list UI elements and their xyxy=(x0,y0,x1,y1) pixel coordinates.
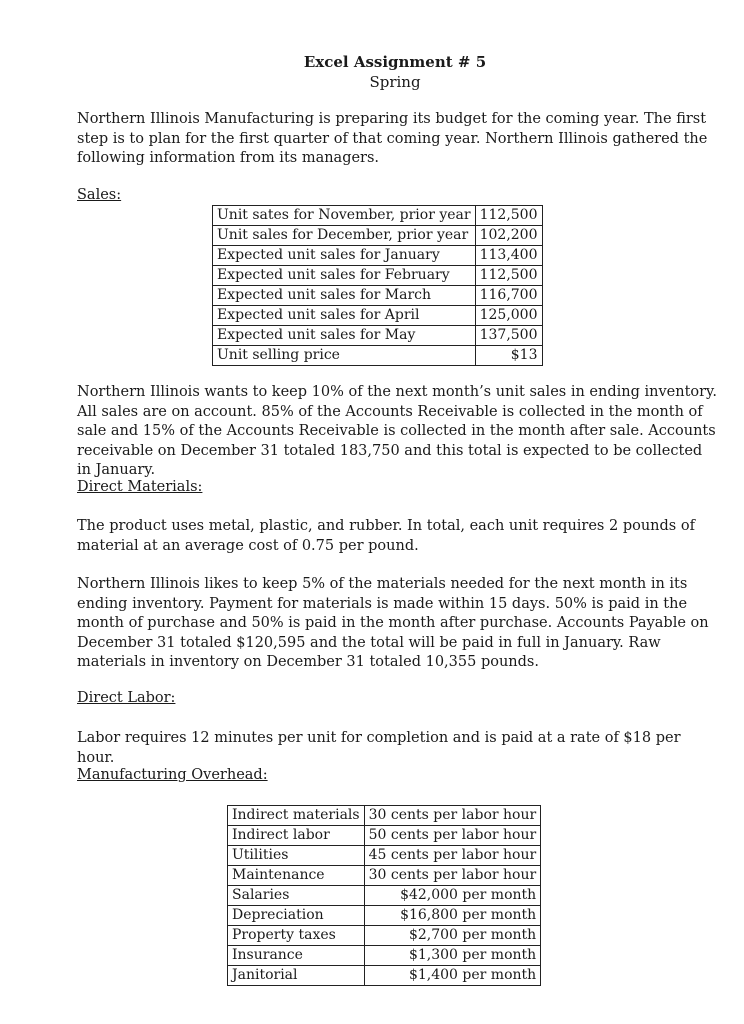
table-row xyxy=(213,306,543,326)
table-row xyxy=(228,966,541,986)
table-row xyxy=(228,846,541,866)
overhead-value: 30 cents per labor hour xyxy=(364,866,541,886)
table-row xyxy=(228,906,541,926)
overhead-label: Salaries xyxy=(228,886,365,906)
table-row xyxy=(213,346,543,366)
sales-value: 113,400 xyxy=(475,246,542,266)
sales-label: Unit sales for December, prior year xyxy=(213,226,476,246)
table-row xyxy=(213,326,543,346)
sales-heading: Sales: xyxy=(77,187,122,203)
sales-label: Unit selling price xyxy=(213,346,476,366)
overhead-heading: Manufacturing Overhead: xyxy=(77,767,268,783)
table-row xyxy=(228,946,541,966)
overhead-label: Utilities xyxy=(228,846,365,866)
table-row xyxy=(228,886,541,906)
overhead-value: $42,000 per month xyxy=(364,886,541,906)
table-row xyxy=(228,826,541,846)
direct-labor-paragraph: Labor requires 12 minutes per unit for completion and is paid at a rate of $18 per hour. xyxy=(77,730,681,766)
table-row xyxy=(228,926,541,946)
overhead-value: $1,400 per month xyxy=(364,966,541,986)
overhead-value: $16,800 per month xyxy=(364,906,541,926)
overhead-label: Indirect materials xyxy=(228,806,365,826)
overhead-label: Depreciation xyxy=(228,906,365,926)
sales-value: 112,500 xyxy=(475,266,542,286)
sales-value: 112,500 xyxy=(475,206,542,226)
overhead-value: $2,700 per month xyxy=(364,926,541,946)
intro-paragraph: Northern Illinois Manufacturing is preparing its budget for the coming year. The first step is to plan for the first quarter of that coming year. Northern Illinois gathered the following information from its managers. xyxy=(77,111,708,167)
table-row xyxy=(213,286,543,306)
table-row xyxy=(213,266,543,286)
sales-label: Expected unit sales for March xyxy=(213,286,476,306)
sales-value: 137,500 xyxy=(475,326,542,346)
direct-materials-paragraph-1: The product uses metal, plastic, and rubber. In total, each unit requires 2 pounds of material at an average cost of 0.75 per pound. xyxy=(77,518,695,554)
table-row xyxy=(213,206,543,226)
sales-note-paragraph: Northern Illinois wants to keep 10% of the next month’s unit sales in ending inventory. All sales are on account. 85% of the Accounts Receivable is collected in the month of sale and 15% of the Accounts Receivable is collected in the month after sale. Accounts receivable on December 31 totaled 183,750 and this total is expected to be collected in January. xyxy=(77,384,717,479)
overhead-label: Janitorial xyxy=(228,966,365,986)
direct-materials-heading: Direct Materials: xyxy=(77,479,203,495)
table-row xyxy=(228,806,541,826)
table-row xyxy=(213,226,543,246)
sales-value: 125,000 xyxy=(475,306,542,326)
document-subtitle: Spring xyxy=(369,73,421,91)
sales-label: Expected unit sales for February xyxy=(213,266,476,286)
sales-table xyxy=(212,205,543,366)
overhead-value: 45 cents per labor hour xyxy=(364,846,541,866)
sales-value: 116,700 xyxy=(475,286,542,306)
sales-label: Expected unit sales for April xyxy=(213,306,476,326)
overhead-value: 50 cents per labor hour xyxy=(364,826,541,846)
sales-label: Expected unit sales for May xyxy=(213,326,476,346)
overhead-label: Maintenance xyxy=(228,866,365,886)
table-row xyxy=(213,246,543,266)
overhead-label: Property taxes xyxy=(228,926,365,946)
overhead-value: $1,300 per month xyxy=(364,946,541,966)
overhead-label: Insurance xyxy=(228,946,365,966)
overhead-label: Indirect labor xyxy=(228,826,365,846)
sales-value: $13 xyxy=(475,346,542,366)
overhead-table xyxy=(227,805,541,986)
sales-value: 102,200 xyxy=(475,226,542,246)
overhead-value: 30 cents per labor hour xyxy=(364,806,541,826)
direct-materials-paragraph-2: Northern Illinois likes to keep 5% of the materials needed for the next month in its ending inventory. Payment for materials is made within 15 days. 50% is paid in the month of purchase and 50% is paid in the month after purchase. Accounts Payable on December 31 totaled $120,595 and the total will be paid in full in January. Raw materials in inventory on December 31 totaled 10,355 pounds. xyxy=(77,576,709,671)
table-row xyxy=(228,866,541,886)
sales-label: Unit sates for November, prior year xyxy=(213,206,476,226)
direct-labor-heading: Direct Labor: xyxy=(77,690,176,706)
document-title: Excel Assignment # 5 xyxy=(303,53,487,71)
sales-label: Expected unit sales for January xyxy=(213,246,476,266)
